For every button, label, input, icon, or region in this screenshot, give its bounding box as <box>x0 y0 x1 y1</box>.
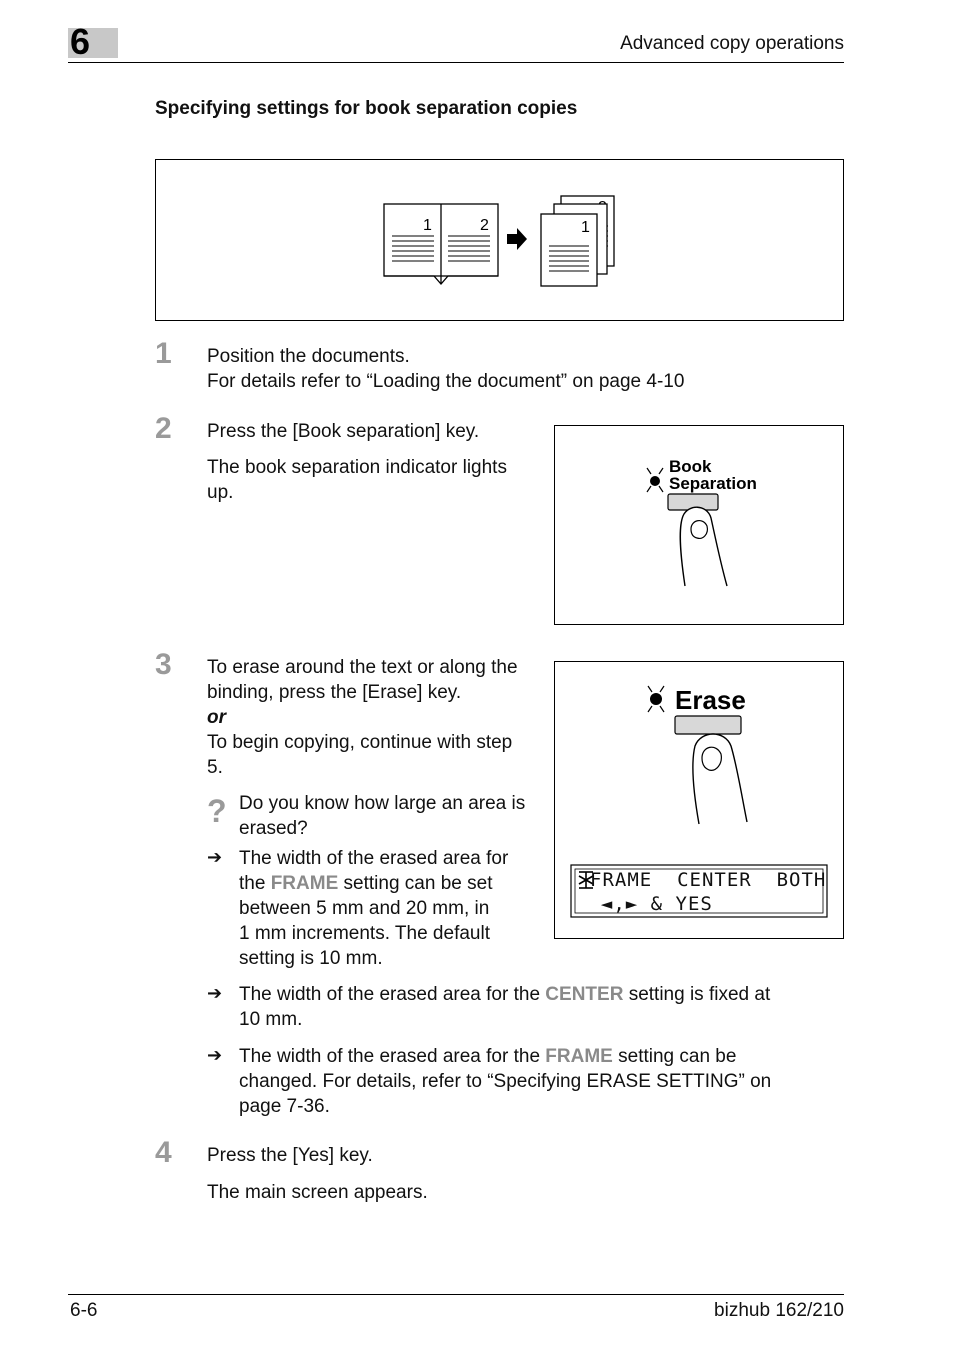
step-3-line-2: binding, press the [Erase] key. <box>207 682 462 703</box>
note-3-line-2: changed. For details, refer to “Specifying ERASE SETTING” on <box>239 1071 772 1092</box>
book-label: Book <box>669 457 712 476</box>
note-3-line-1: The width of the erased area for the FRAME setting can be <box>239 1046 737 1067</box>
step-3-line-3: To begin copying, continue with step <box>207 732 513 753</box>
erase-key <box>675 716 741 734</box>
step-number-2: 2 <box>155 412 172 445</box>
page-left-number: 1 <box>423 217 432 234</box>
step-number-4: 4 <box>155 1136 172 1169</box>
note-1-line-4: 1 mm increments. The default <box>239 923 490 944</box>
book-separation-key-figure <box>554 425 844 625</box>
step-1-line-1: Position the documents. <box>207 346 410 367</box>
finger-icon <box>680 507 727 586</box>
arrow-bullet-icon: ➔ <box>207 847 223 867</box>
note-3-line-3: page 7-36. <box>239 1096 330 1117</box>
step-3-line-1: To erase around the text or along the <box>207 657 518 678</box>
frame-keyword: FRAME <box>545 1046 613 1067</box>
header-title: Advanced copy operations <box>620 33 844 54</box>
chapter-number: 6 <box>70 21 91 62</box>
section-title: Specifying settings for book separation copies <box>155 98 578 119</box>
step-number-1: 1 <box>155 337 172 370</box>
footer-divider <box>68 1294 844 1295</box>
header-divider <box>68 62 844 63</box>
note-1-line-2: the FRAME setting can be set <box>239 873 493 894</box>
note-2-text <box>239 982 770 1032</box>
book-separation-figure <box>155 159 844 321</box>
step-1-line-2: For details refer to “Loading the document” on page 4-10 <box>207 371 685 392</box>
frame-keyword: FRAME <box>270 873 339 894</box>
question-line-1: Do you know how large an area is <box>239 793 526 814</box>
note-1-line-5: setting is 10 mm. <box>239 948 383 969</box>
question-line-2: erased? <box>239 818 308 839</box>
book-separation-illustration <box>156 160 843 320</box>
question-mark-icon: ? <box>207 793 227 829</box>
note-2-line-2: 10 mm. <box>239 1009 303 1030</box>
note-2-line-1: The width of the erased area for the CENTER setting is fixed at <box>239 984 771 1005</box>
step-3-line-4: 5. <box>207 757 223 778</box>
page-number: 6-6 <box>70 1300 98 1321</box>
lcd-line-2: ◄,► & YES <box>576 893 713 915</box>
page-right-number: 2 <box>480 217 489 234</box>
lcd-line-1: FRAME CENTER BOTH <box>590 869 827 891</box>
step-3-or: or <box>207 707 226 728</box>
step-4-text: Press the [Yes] key. <box>207 1145 373 1166</box>
output-front-number: 1 <box>581 219 590 236</box>
step-number-3: 3 <box>155 648 172 681</box>
finger-icon <box>693 734 747 824</box>
arrow-bullet-icon: ➔ <box>207 1045 223 1065</box>
step-2-sub-line-1: The book separation indicator lights <box>207 457 507 478</box>
step-4-sub: The main screen appears. <box>207 1182 428 1203</box>
step-1-text <box>207 344 684 394</box>
step-2-text: Press the [Book separation] key. <box>207 421 480 442</box>
note-3-text <box>239 1044 771 1119</box>
erase-label: Erase <box>675 685 746 715</box>
separation-label: Separation <box>669 474 757 493</box>
question-text <box>239 791 525 841</box>
step-3-text <box>207 655 518 780</box>
arrow-right-icon <box>507 228 527 250</box>
note-1-line-3: between 5 mm and 20 mm, in <box>239 898 490 919</box>
product-name: bizhub 162/210 <box>714 1300 844 1321</box>
note-1-text <box>239 846 508 971</box>
step-2-sub-line-2: up. <box>207 482 234 503</box>
book-separation-key-illustration <box>555 426 843 624</box>
arrow-bullet-icon: ➔ <box>207 983 223 1003</box>
note-1-line-1: The width of the erased area for <box>239 848 509 869</box>
center-keyword: CENTER <box>545 984 624 1005</box>
step-2-sub <box>207 455 507 505</box>
